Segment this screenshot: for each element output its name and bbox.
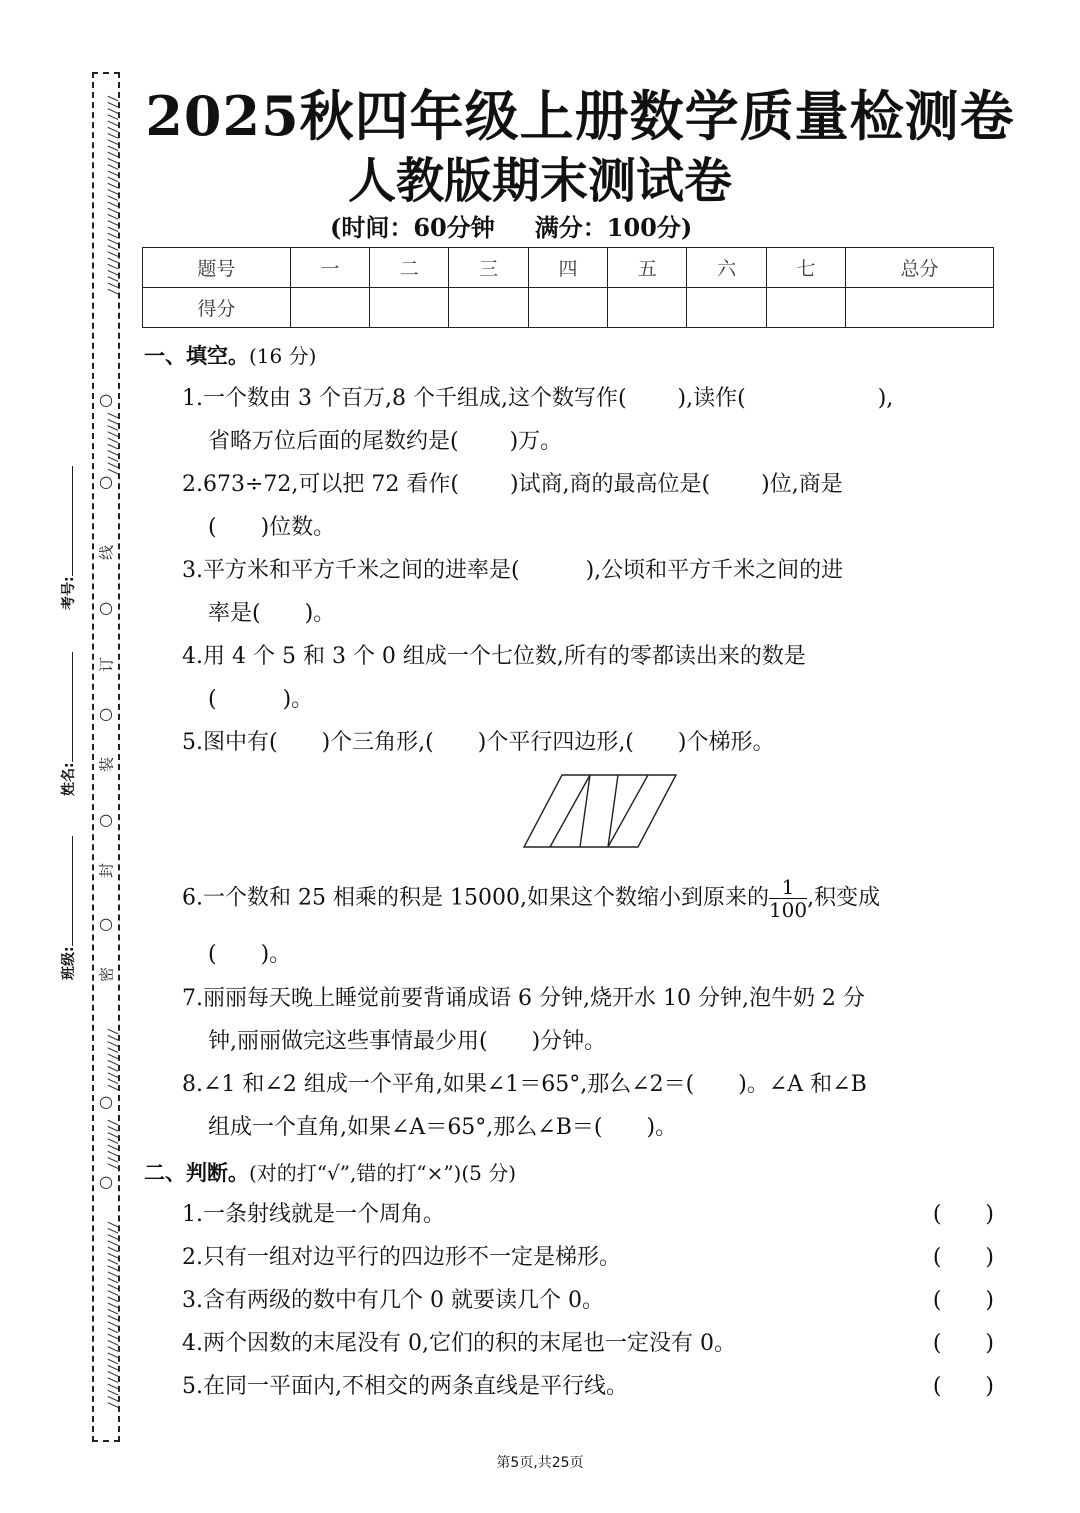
section-1-title: 一、填空。(16 分)	[144, 344, 317, 368]
question-7: 7.丽丽每天晚上睡觉前要背诵成语 6 分钟,烧开水 10 分钟,泡牛奶 2 分 钟,丽丽做完这些事情最少用( )分钟。	[182, 986, 865, 1054]
score-table-score-row	[143, 288, 994, 328]
score-table	[142, 247, 994, 328]
score-header-cell: 总分	[846, 248, 994, 288]
score-cell[interactable]	[528, 288, 607, 328]
score-header-cell: 题号	[143, 248, 291, 288]
strip-char-ding: 订	[97, 656, 116, 673]
judgment-item-1: 1.一条射线就是一个周角。 ( )	[182, 1200, 994, 1230]
question-1: 1.一个数由 3 个百万,8 个千组成,这个数写作( ),读作( ), 省略万位后面的尾数约是( )万。	[182, 386, 894, 454]
name-field[interactable]: 姓名:	[58, 596, 78, 796]
judgment-item-2: 2.只有一组对边平行的四边形不一定是梯形。 ( )	[182, 1243, 994, 1273]
circle-mark: ○	[99, 704, 113, 723]
question-2: 2.673÷72,可以把 72 看作( )试商,商的最高位是( )位,商是 ( )位数。	[182, 472, 843, 540]
circle-mark: ○	[99, 810, 113, 829]
page-subtitle: 人教版期末测试卷	[347, 153, 732, 209]
score-cell[interactable]	[449, 288, 528, 328]
circle-mark: ○	[99, 390, 113, 409]
question-6: 6.一个数和 25 相乘的积是 15000,如果这个数缩小到原来的 $\frac{1}{100}$ ,积变成 ( )。	[182, 875, 881, 967]
fraction: $\frac{1}{100}$	[768, 875, 808, 922]
score-header-cell: 二	[370, 248, 449, 288]
score-table-header-row	[143, 248, 994, 288]
score-header-cell: 四	[528, 248, 607, 288]
answer-parentheses[interactable]: ( )	[932, 1202, 994, 1227]
page-number: 第5页,共25页	[496, 1455, 584, 1471]
question-8: 8.∠1 和∠2 组成一个平角,如果∠1＝65°,那么∠2＝( )。∠A 和∠B 组成一个直角,如果∠A＝65°,那么∠B＝( )。	[182, 1072, 867, 1140]
strip-char-mi: 密	[97, 966, 116, 983]
score-header-cell: 七	[766, 248, 845, 288]
score-header-cell: 三	[449, 248, 528, 288]
strip-char-zhuang: 装	[97, 756, 116, 773]
question-3: 3.平方米和平方千米之间的进率是( ),公顷和平方千米之间的进 率是( )。	[182, 558, 844, 626]
slash-pattern: ////////	[106, 1119, 120, 1169]
score-cell[interactable]	[766, 288, 845, 328]
slash-pattern: //////////	[106, 412, 120, 475]
judgment-item-5: 5.在同一平面内,不相交的两条直线是平行线。 ( )	[182, 1372, 994, 1402]
strip-char-xian: 线	[97, 544, 116, 561]
circle-mark: ○	[99, 1172, 113, 1191]
circle-mark: ○	[99, 598, 113, 617]
section-2-title: 二、判断。(对的打“√”,错的打“×”)(5 分)	[144, 1161, 517, 1185]
score-cell[interactable]	[290, 288, 369, 328]
answer-parentheses[interactable]: ( )	[932, 1374, 994, 1399]
judgment-item-4: 4.两个因数的末尾没有 0,它们的积的末尾也一定没有 0。 ( )	[182, 1329, 994, 1359]
answer-parentheses[interactable]: ( )	[932, 1288, 994, 1313]
class-field[interactable]: 班级:	[58, 780, 78, 980]
exam-time: (时间：60分钟	[330, 213, 495, 242]
question-4: 4.用 4 个 5 和 3 个 0 组成一个七位数,所有的零都读出来的数是 ( )。	[182, 644, 806, 712]
exam-number-field[interactable]: 考号:	[58, 410, 78, 610]
figure-line	[580, 775, 590, 847]
figure-line	[608, 775, 648, 847]
circle-mark: ○	[99, 472, 113, 491]
parallelogram-figure	[520, 772, 680, 850]
page-title: 2025秋四年级上册数学质量检测卷	[145, 84, 1015, 148]
binding-margin	[92, 72, 120, 1442]
answer-parentheses[interactable]: ( )	[932, 1245, 994, 1270]
score-cell[interactable]	[608, 288, 687, 328]
score-header-cell: 六	[687, 248, 766, 288]
figure-outline	[524, 775, 676, 847]
score-cell[interactable]	[370, 288, 449, 328]
slash-pattern: ////////////////////////////////	[106, 95, 120, 295]
score-header-cell: 一	[290, 248, 369, 288]
slash-pattern: //////////	[106, 1027, 120, 1091]
exam-full-score: 满分：100分)	[534, 213, 693, 242]
score-cell[interactable]	[687, 288, 766, 328]
question-5: 5.图中有( )个三角形,( )个平行四边形,( )个梯形。	[182, 730, 775, 755]
judgment-item-3: 3.含有两级的数中有几个 0 就要读几个 0。 ( )	[182, 1286, 994, 1316]
circle-mark: ○	[99, 914, 113, 933]
circle-mark: ○	[99, 1092, 113, 1111]
answer-parentheses[interactable]: ( )	[932, 1331, 994, 1356]
figure-line	[608, 775, 618, 847]
score-cell[interactable]	[846, 288, 994, 328]
score-header-cell: 五	[608, 248, 687, 288]
strip-char-feng: 封	[97, 862, 116, 879]
slash-pattern: //////////////////////////////	[106, 1220, 120, 1408]
score-row-label: 得分	[143, 288, 291, 328]
exam-info	[330, 208, 692, 243]
